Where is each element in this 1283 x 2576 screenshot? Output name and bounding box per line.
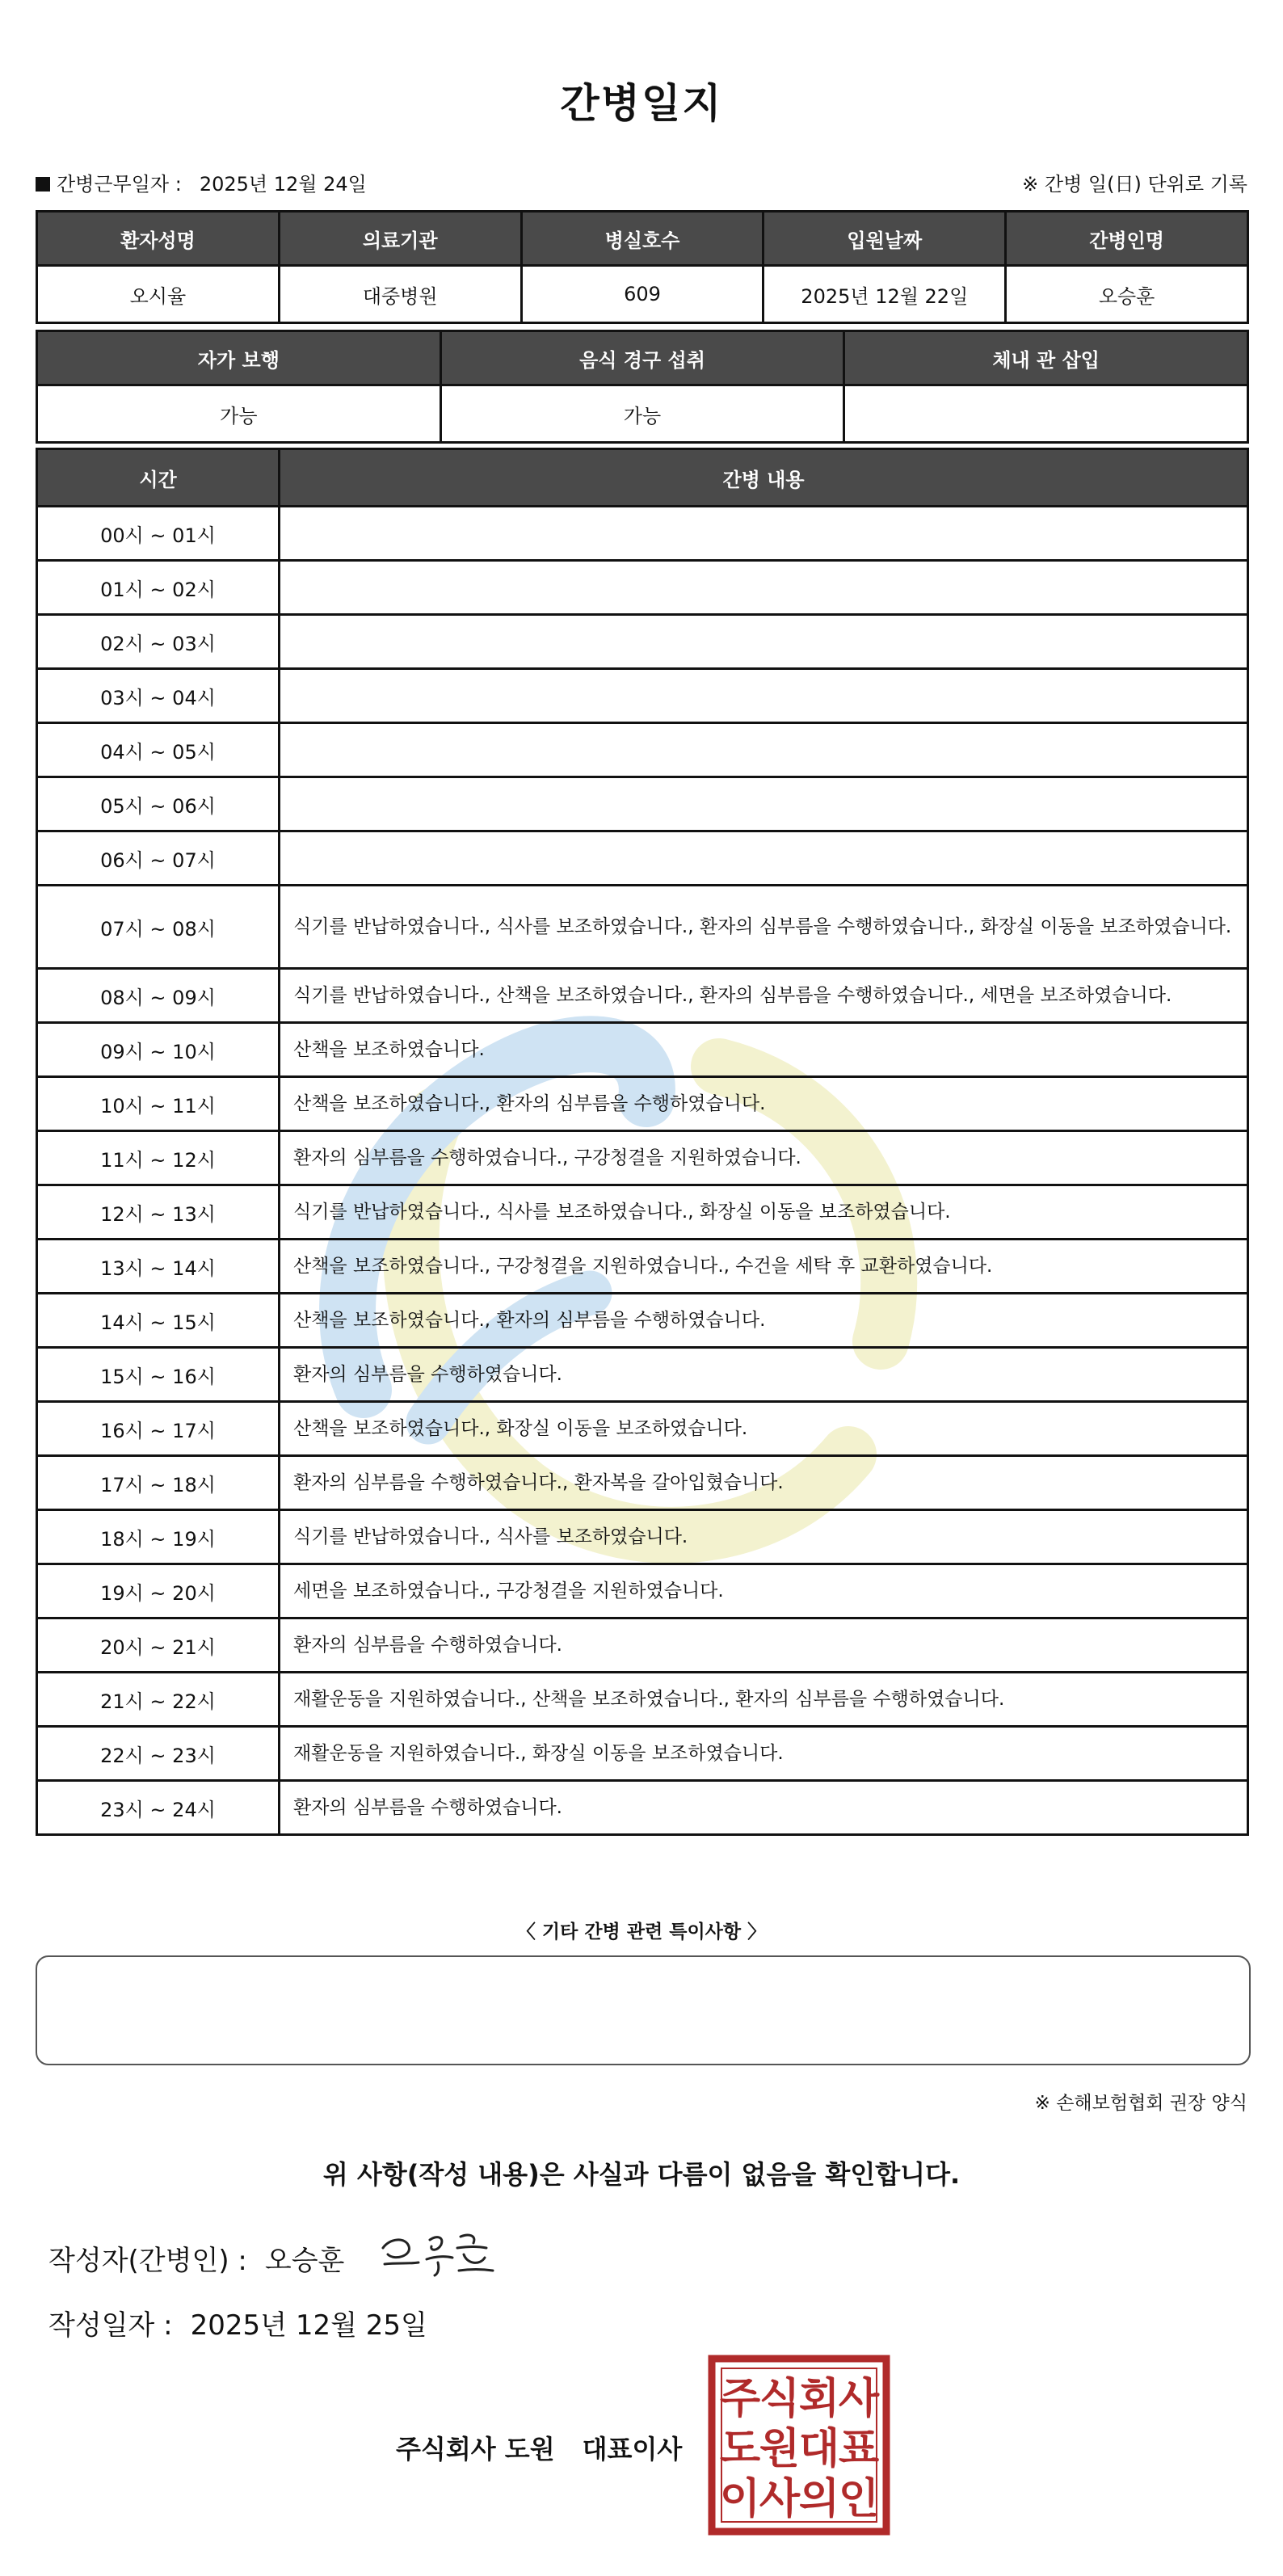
care-content: 식기를 반납하였습니다., 식사를 보조하였습니다., 화장실 이동을 보조하였습니다. [280, 1185, 1248, 1240]
header-oral-intake: 음식 경구 섭취 [440, 331, 844, 385]
header-room-number: 병실호수 [521, 212, 763, 266]
hospital-name: 대중병원 [279, 266, 521, 323]
care-log-row [37, 1348, 1248, 1402]
care-content: 환자의 심부름을 수행하였습니다., 구강청결을 지원하였습니다. [280, 1131, 1248, 1185]
unit-note: ※ 간병 일(日) 단위로 기록 [1022, 173, 1247, 196]
care-content: 산책을 보조하였습니다., 구강청결을 지원하였습니다., 수건을 세탁 후 교환하였습니다. [280, 1240, 1248, 1294]
care-content [280, 723, 1248, 777]
header-patient-name: 환자성명 [37, 212, 280, 266]
company-name: 주식회사 도원 [396, 2434, 555, 2464]
care-content: 식기를 반납하였습니다., 식사를 보조하였습니다., 환자의 심부름을 수행하였습니다., 화장실 이동을 보조하였습니다. [280, 886, 1248, 969]
svg-text:도: 도 [719, 2425, 761, 2473]
svg-text:주: 주 [719, 2375, 761, 2423]
care-log-row [37, 1294, 1248, 1348]
time-slot: 14시 ~ 15시 [37, 1294, 280, 1348]
care-log-row [37, 1564, 1248, 1618]
care-log-row [37, 1131, 1248, 1185]
care-content [280, 561, 1248, 615]
patient-info-table [36, 210, 1249, 324]
care-log-row [37, 1510, 1248, 1564]
time-slot: 17시 ~ 18시 [37, 1456, 280, 1510]
square-bullet-icon [36, 177, 50, 192]
work-date-value: 2025년 12월 24일 [199, 173, 367, 196]
care-log-row [37, 1618, 1248, 1673]
care-content: 환자의 심부름을 수행하였습니다. [280, 1618, 1248, 1673]
time-slot: 22시 ~ 23시 [37, 1727, 280, 1781]
writer-line [48, 2238, 344, 2278]
time-slot: 03시 ~ 04시 [37, 669, 280, 723]
ability-header-row [37, 331, 1248, 385]
care-log-row [37, 1077, 1248, 1131]
time-slot: 02시 ~ 03시 [37, 615, 280, 669]
patient-value-row [37, 266, 1248, 323]
company-seal-stamp [708, 2355, 890, 2536]
time-slot: 04시 ~ 05시 [37, 723, 280, 777]
writer-name: 오승훈 [264, 2245, 345, 2277]
care-log-row [37, 1402, 1248, 1456]
room-number: 609 [521, 266, 763, 323]
svg-text:원: 원 [759, 2425, 801, 2473]
header-hospital: 의료기관 [279, 212, 521, 266]
oral-intake-value: 가능 [440, 385, 844, 443]
patient-name: 오시율 [37, 266, 280, 323]
self-walking-value: 가능 [37, 385, 441, 443]
svg-text:사: 사 [759, 2475, 801, 2523]
time-slot: 18시 ~ 19시 [37, 1510, 280, 1564]
svg-text:의: 의 [798, 2475, 840, 2523]
notes-label: 〈 기타 간병 관련 특이사항 〉 [516, 1921, 767, 1943]
time-slot: 08시 ~ 09시 [37, 969, 280, 1023]
care-content: 재활운동을 지원하였습니다., 화장실 이동을 보조하였습니다. [280, 1727, 1248, 1781]
patient-header-row [37, 212, 1248, 266]
care-log-row [37, 561, 1248, 615]
svg-text:인: 인 [838, 2475, 880, 2523]
written-date-label: 작성일자 : [48, 2309, 173, 2342]
company-line [396, 2429, 682, 2466]
care-log-row [37, 886, 1248, 969]
care-log-row [37, 723, 1248, 777]
svg-text:회: 회 [798, 2375, 840, 2423]
time-slot: 21시 ~ 22시 [37, 1673, 280, 1727]
time-slot: 10시 ~ 11시 [37, 1077, 280, 1131]
time-slot: 23시 ~ 24시 [37, 1781, 280, 1835]
time-slot: 16시 ~ 17시 [37, 1402, 280, 1456]
care-log-table [36, 448, 1249, 1836]
care-content: 환자의 심부름을 수행하였습니다., 환자복을 갈아입혔습니다. [280, 1456, 1248, 1510]
time-slot: 06시 ~ 07시 [37, 831, 280, 886]
care-log-row [37, 669, 1248, 723]
time-slot: 05시 ~ 06시 [37, 777, 280, 831]
time-slot: 09시 ~ 10시 [37, 1023, 280, 1077]
care-content: 환자의 심부름을 수행하였습니다. [280, 1348, 1248, 1402]
tube-insertion-value [844, 385, 1248, 443]
care-content: 산책을 보조하였습니다., 환자의 심부름을 수행하였습니다. [280, 1294, 1248, 1348]
svg-text:식: 식 [759, 2375, 801, 2423]
admission-date: 2025년 12월 22일 [763, 266, 1006, 323]
time-slot: 19시 ~ 20시 [37, 1564, 280, 1618]
care-content: 산책을 보조하였습니다., 환자의 심부름을 수행하였습니다. [280, 1077, 1248, 1131]
time-slot: 20시 ~ 21시 [37, 1618, 280, 1673]
header-tube-insertion: 체내 관 삽입 [844, 331, 1248, 385]
care-log-row [37, 1727, 1248, 1781]
care-content [280, 777, 1248, 831]
time-slot: 11시 ~ 12시 [37, 1131, 280, 1185]
time-slot: 07시 ~ 08시 [37, 886, 280, 969]
care-log-row [37, 1673, 1248, 1727]
company-representative: 대표이사 [582, 2434, 683, 2464]
care-content [280, 615, 1248, 669]
written-date-line [48, 2303, 427, 2342]
written-date-value: 2025년 12월 25일 [190, 2309, 427, 2342]
care-log-row [37, 1023, 1248, 1077]
care-content: 환자의 심부름을 수행하였습니다. [280, 1781, 1248, 1835]
care-content: 식기를 반납하였습니다., 산책을 보조하였습니다., 환자의 심부름을 수행하였습니다., 세면을 보조하였습니다. [280, 969, 1248, 1023]
ability-table [36, 330, 1249, 444]
care-log-row [37, 1781, 1248, 1835]
care-log-row [37, 1456, 1248, 1510]
time-slot: 00시 ~ 01시 [37, 507, 280, 561]
svg-text:이: 이 [719, 2475, 761, 2523]
care-log-header-row [37, 449, 1248, 507]
header-self-walking: 자가 보행 [37, 331, 441, 385]
ability-value-row [37, 385, 1248, 443]
time-slot: 12시 ~ 13시 [37, 1185, 280, 1240]
notes-box [36, 1955, 1251, 2065]
header-admission-date: 입원날짜 [763, 212, 1006, 266]
writer-label: 작성자(간병인) : [48, 2245, 247, 2277]
time-slot: 15시 ~ 16시 [37, 1348, 280, 1402]
care-content: 산책을 보조하였습니다., 화장실 이동을 보조하였습니다. [280, 1402, 1248, 1456]
caregiver-name: 오승훈 [1006, 266, 1248, 323]
svg-text:사: 사 [838, 2375, 880, 2423]
care-content: 재활운동을 지원하였습니다., 산책을 보조하였습니다., 환자의 심부름을 수행하였습니다. [280, 1673, 1248, 1727]
work-date-label: 간병근무일자 : [57, 173, 182, 196]
care-content [280, 507, 1248, 561]
care-log-row [37, 831, 1248, 886]
svg-text:표: 표 [838, 2425, 880, 2473]
source-note: ※ 손해보험협회 권장 양식 [1034, 2093, 1247, 2114]
care-log-row [37, 1185, 1248, 1240]
care-content: 세면을 보조하였습니다., 구강청결을 지원하였습니다. [280, 1564, 1248, 1618]
work-date [36, 168, 367, 196]
care-log-row [37, 507, 1248, 561]
confirmation-statement: 위 사항(작성 내용)은 사실과 다름이 없음을 확인합니다. [322, 2159, 961, 2190]
time-slot: 01시 ~ 02시 [37, 561, 280, 615]
header-caregiver-name: 간병인명 [1006, 212, 1248, 266]
care-content [280, 831, 1248, 886]
care-content [280, 669, 1248, 723]
care-log-row [37, 1240, 1248, 1294]
page-title: 간병일지 [560, 80, 723, 127]
care-log-body [37, 507, 1248, 1835]
svg-text:대: 대 [798, 2425, 840, 2473]
care-content: 식기를 반납하였습니다., 식사를 보조하였습니다. [280, 1510, 1248, 1564]
care-log-row [37, 969, 1248, 1023]
header-time: 시간 [37, 449, 280, 507]
care-content: 산책을 보조하였습니다. [280, 1023, 1248, 1077]
handwritten-signature [373, 2224, 503, 2280]
time-slot: 13시 ~ 14시 [37, 1240, 280, 1294]
care-log-row [37, 615, 1248, 669]
care-log-row [37, 777, 1248, 831]
header-care-content: 간병 내용 [280, 449, 1248, 507]
work-date-row [36, 165, 1247, 197]
